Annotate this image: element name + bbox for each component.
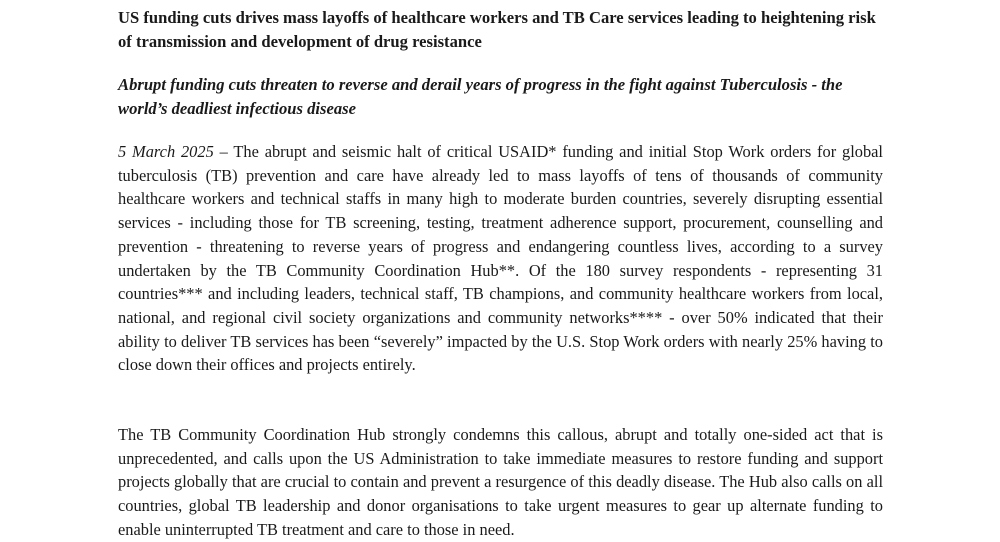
subheadline: Abrupt funding cuts threaten to reverse and derail years of progress in the fight against Tuberculosis - the world’s deadliest infectious disease — [118, 75, 843, 118]
dateline: 5 March 2025 — [118, 142, 214, 161]
body-paragraph-2: The TB Community Coordination Hub strongly condemns this callous, abrupt and totally one-sided act that is unprecedented, and calls upon the US Administration to take immediate measures to restore funding and support projects globally that are crucial to contain and prevent a resurgence of this deadly disease. The Hub also calls on all countries, global TB leadership and donor organisations to take urgent measures to gear up alternate funding to enable uninterrupted TB treatment and care to those in need. — [118, 425, 883, 539]
body-paragraph-1 — [118, 140, 883, 377]
headline: US funding cuts drives mass layoffs of healthcare workers and TB Care services leading to heightening risk of transmission and development of drug resistance — [118, 8, 876, 51]
paragraph-1-text: – The abrupt and seismic halt of critical USAID* funding and initial Stop Work orders for global tuberculosis (TB) prevention and care have already led to mass layoffs of tens of thousands of community healthcare workers and technical staffs in many high to moderate burden countries, severely disrupting essential services - including those for TB screening, testing, treatment adherence support, procurement, counselling and prevention - threatening to reverse years of progress and endangering countless lives, according to a survey undertaken by the TB Community Coordination Hub**. Of the 180 survey respondents - representing 31 countries*** and including leaders, technical staff, TB champions, and community healthcare workers from local, national, and regional civil society organizations and community networks**** - over 50% indicated that their ability to deliver TB services has been “severely” impacted by the U.S. Stop Work orders with nearly 25% having to close down their offices and projects entirely. — [118, 142, 883, 375]
